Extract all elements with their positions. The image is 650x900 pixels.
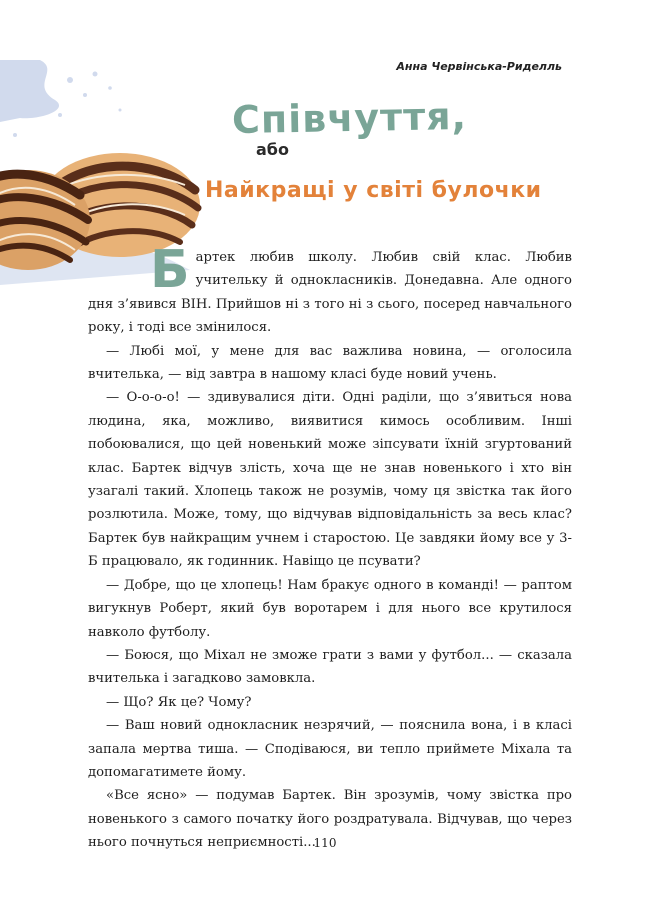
paragraph: — Ваш новий однокласник незрячий, — пояснила вона, і в класі запала мертва тиша. — Сподіваюся, ви тепло приймете Міхала та допомагатимете йому. — [88, 718, 572, 780]
paragraph: — Добре, що це хлопець! Нам бракує одного в команді! — раптом вигукнув Роберт, який був воротарем і для нього все крутилося навколо футболу. — [88, 577, 572, 640]
paragraph-text: артек любив школу. Любив свій клас. Любив учительку й однокласників. Донедавна. Але одного дня з’явився ВІН. Прийшов ні з того ні з сього, посеред навчального року, і тоді все змінилося. — [88, 250, 572, 336]
body-text — [88, 240, 572, 855]
paragraph: — Любі мої, у мене для вас важлива новина, — оголосила вчителька, — від завтра в нашому класі буде новий учень. — [88, 343, 572, 383]
chapter-subtitle: Найкращі у світі булочки — [205, 178, 542, 203]
paragraph: «Все ясно» — подумав Бартек. Він зрозумів, чому звістка про новенького з самого початку його роздратувала. Відчував, що через нього почнуться неприємності... — [88, 788, 572, 851]
chapter-title: Співчуття, — [231, 93, 468, 143]
paragraph: — Що? Як це? Чому? — [106, 694, 252, 710]
drop-cap: Б — [150, 240, 190, 300]
paragraph: — О-о-о-о! — здивувалися діти. Одні раділи, що з’явиться нова людина, яка, можливо, виявитися кимось особливим. Інші побоювалися, що цей новенький може зіпсувати їхній згуртований клас. Бартек відчув злість, хоча ще не знав новенького і хто він узагалі такий. Хлопець також не розумів, чому ця звістка так його розлютила. Може, тому, що відчував відповідальність за весь клас? Бартек був найкращим учнем і старостою. Це завдяки йому все у 3-Б працювало, як годинник. Навіщо це псувати? — [88, 390, 572, 570]
paragraph: — Боюся, що Міхал не зможе грати з вами у футбол... — сказала вчителька і загадково замовкла. — [88, 647, 572, 687]
page-number: 110 — [313, 836, 337, 850]
paragraph — [88, 240, 572, 340]
running-header-author: Анна Червінська-Риделль — [396, 60, 562, 73]
chapter-title-conjunction: або — [256, 140, 289, 159]
